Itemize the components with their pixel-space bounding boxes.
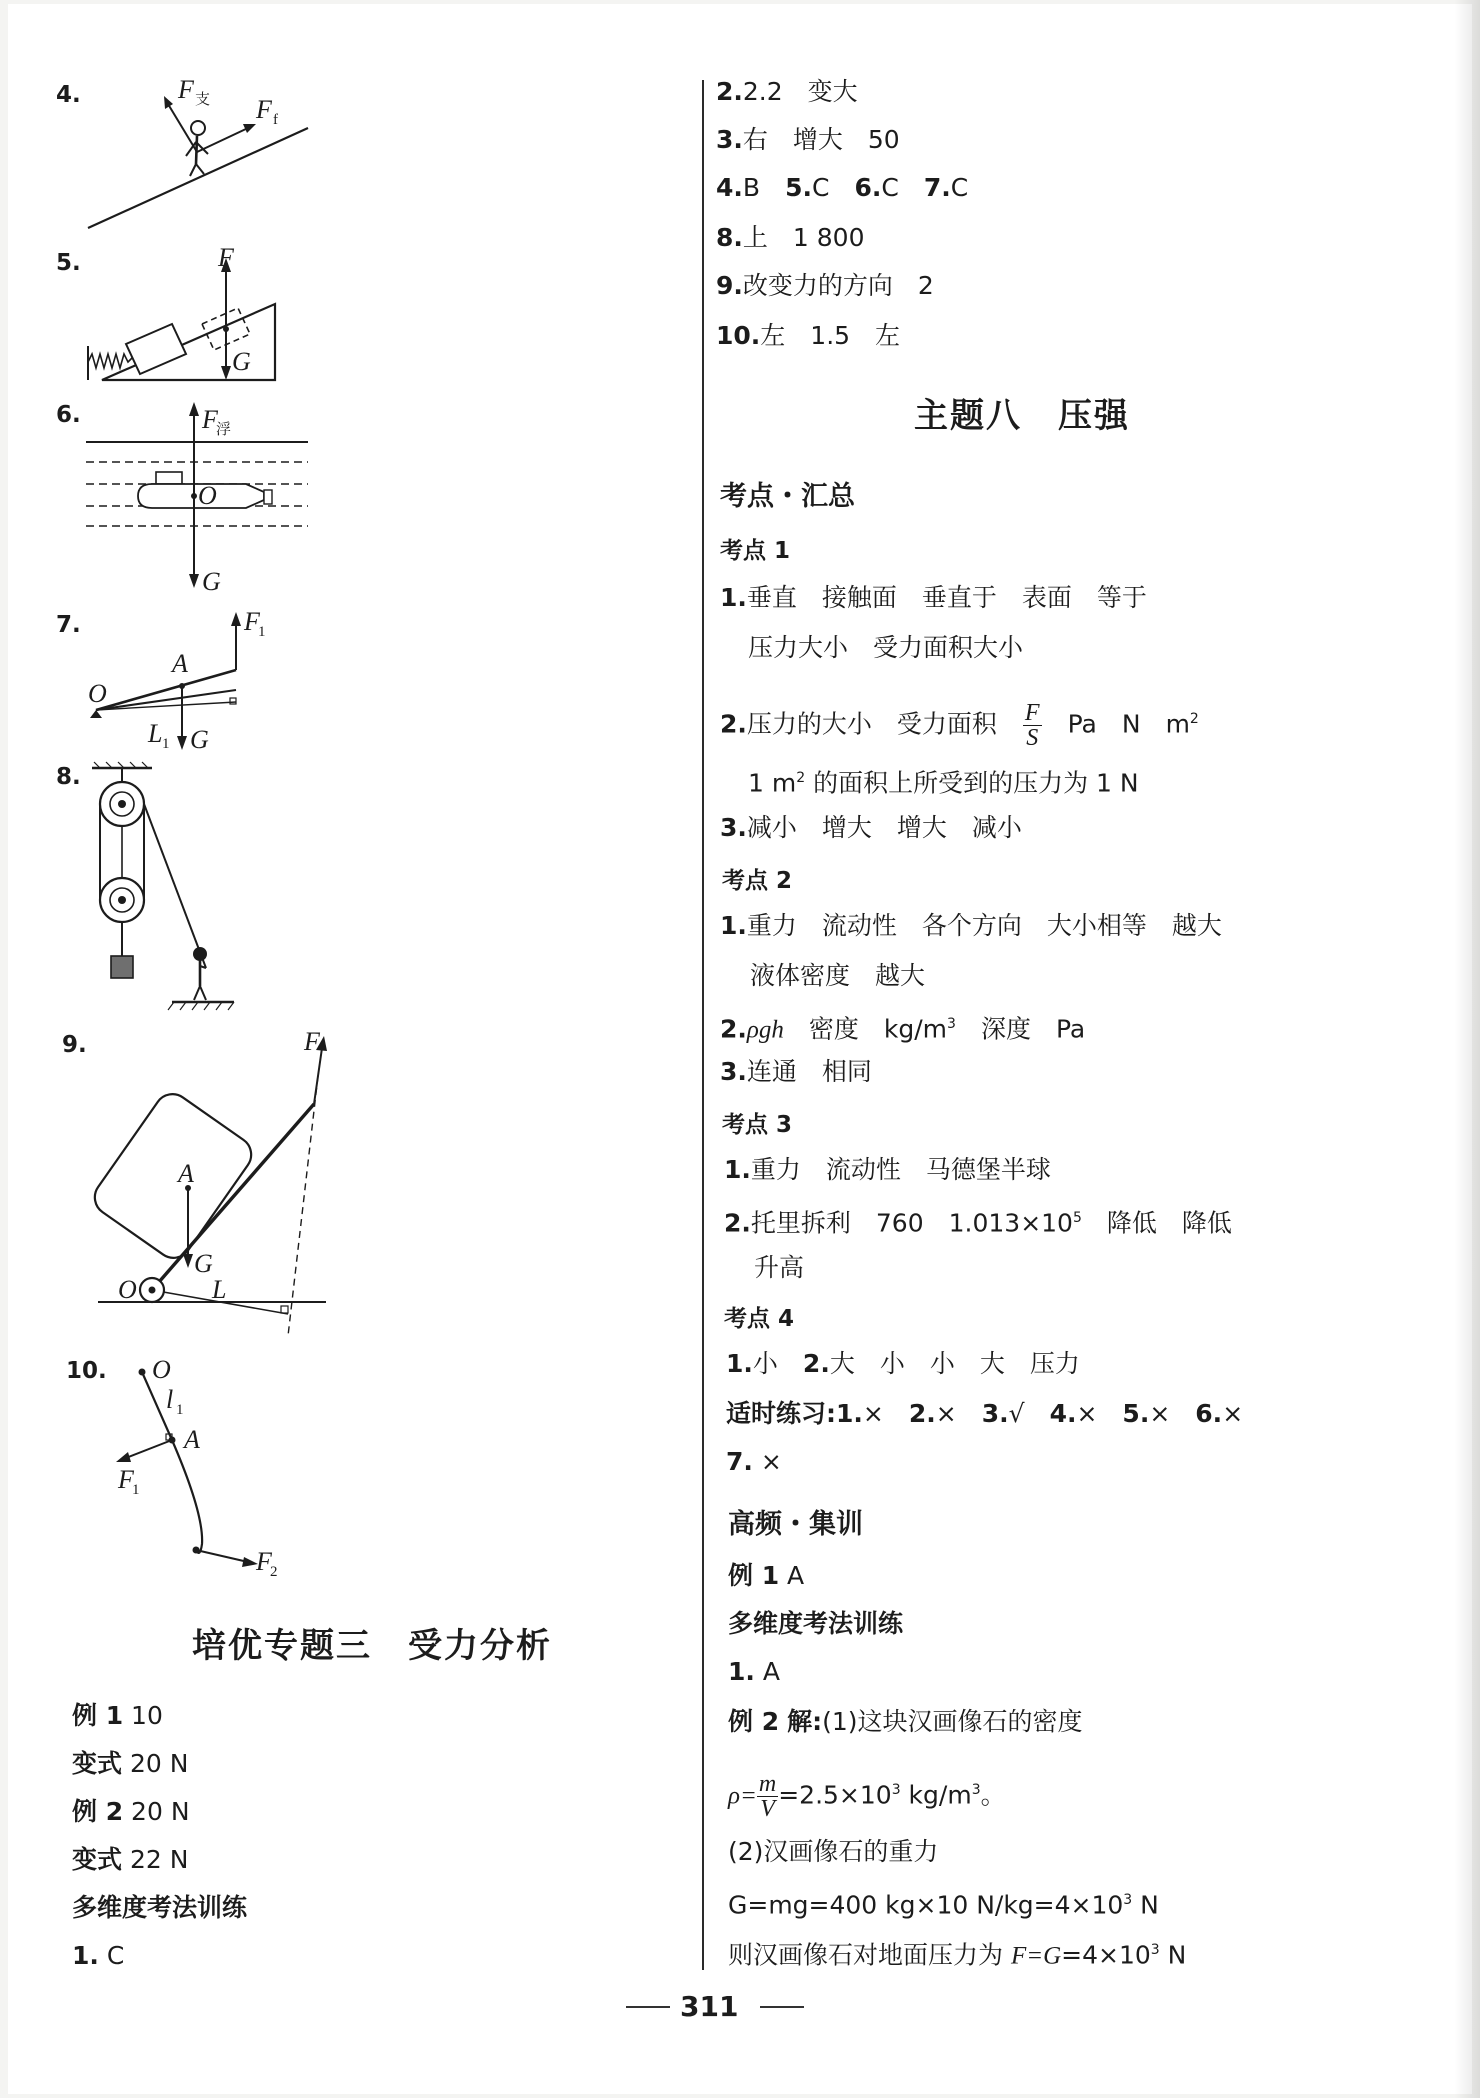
figure-10-bent-lever — [108, 1354, 308, 1584]
example-1: 例 1 A — [728, 1561, 805, 1590]
left-answer-line-2: 变式 20 N — [72, 1749, 189, 1778]
figure-9-number: 9. — [62, 1032, 87, 1058]
kd2-item-1a: 1.重力 流动性 各个方向 大小相等 越大 — [720, 911, 1222, 940]
theme-title: 主题八 压强 — [914, 396, 1130, 436]
page-number-dash-right — [760, 2006, 804, 2008]
density-fraction: $\frac{m}{V}$ — [758, 1770, 777, 1822]
right-answer-10: 10.左 1.5 左 — [716, 321, 901, 350]
left-answer-line-6: 1. C — [72, 1941, 125, 1970]
figure-6-submarine — [86, 400, 316, 595]
kd-summary-heading: 考点・汇总 — [720, 481, 855, 512]
svg-text:F: F — [256, 95, 272, 124]
practice-line: 适时练习:1.× 2.× 3.√ 4.× 5.× 6.× — [726, 1399, 1244, 1428]
kd4-heading: 考点 4 — [724, 1306, 795, 1332]
svg-text:G: G — [232, 347, 251, 376]
svg-text:F: F — [202, 405, 218, 434]
svg-text:支: 支 — [195, 92, 211, 108]
svg-text:A: A — [172, 649, 188, 678]
svg-text:O: O — [88, 679, 107, 708]
gravity-equation: G=mg=400 kg×10 $N/kg=4\times 10^3$ N — [728, 1890, 1159, 1920]
svg-text:A: A — [184, 1425, 200, 1454]
kd1-item-2a: 2.压力的大小 受力面积 $\frac{F}{S}$ Pa N $m^2$ — [720, 699, 1199, 751]
left-answer-line-1: 例 1 10 — [72, 1701, 163, 1730]
right-answer-3: 3.右 增大 50 — [716, 125, 900, 154]
figure-10-number: 10. — [66, 1358, 107, 1384]
left-answer-line-3: 例 2 20 N — [72, 1797, 190, 1826]
figure-4-incline-person — [80, 76, 310, 236]
svg-text:浮: 浮 — [216, 422, 232, 438]
kd3-item-2a: 2.托里拆利 760 $1.013\times 10^5$ 降低 降低 — [724, 1208, 1232, 1238]
svg-text:L: L — [212, 1275, 227, 1304]
figure-8-pulley-system — [82, 760, 252, 1015]
left-answer-line-4: 变式 22 N — [72, 1845, 189, 1874]
figure-8-number: 8. — [56, 764, 81, 790]
svg-text:2: 2 — [270, 1564, 278, 1580]
multi-heading: 多维度考法训练 — [728, 1609, 904, 1638]
kd1-item-1a: 1.垂直 接触面 垂直于 表面 等于 — [720, 583, 1147, 612]
figure-5-number: 5. — [56, 250, 81, 276]
right-answer-2: 2.2.2 变大 — [716, 77, 858, 106]
pressure-formula-fraction: $\frac{F}{S}$ — [1024, 699, 1040, 751]
svg-text:G: G — [190, 725, 209, 754]
svg-text:1: 1 — [132, 1482, 140, 1498]
svg-text:O: O — [118, 1275, 137, 1304]
figure-4-number: 4. — [56, 82, 81, 108]
kd1-heading: 考点 1 — [720, 538, 791, 564]
right-answer-9: 9.改变力的方向 2 — [716, 271, 934, 300]
kd2-item-3: 3.连通 相同 — [720, 1057, 872, 1086]
kd3-item-2b: 升高 — [754, 1253, 805, 1282]
kd3-item-1: 1.重力 流动性 马德堡半球 — [724, 1155, 1051, 1184]
svg-text:F: F — [304, 1027, 320, 1056]
pressure-force-line: 则汉画像石对地面压力为 $F=G=4\times 10^3$ N — [728, 1940, 1187, 1970]
kd1-item-3: 3.减小 增大 增大 减小 — [720, 813, 1022, 842]
gravity-heading: (2)汉画像石的重力 — [728, 1837, 939, 1866]
figure-7-lever — [86, 606, 266, 756]
svg-text:A: A — [178, 1159, 194, 1188]
svg-text:L: L — [148, 719, 163, 748]
figure-5-incline-block — [80, 243, 300, 386]
figure-7-number: 7. — [56, 612, 81, 638]
page-number-dash-left — [626, 2006, 670, 2008]
svg-text:O: O — [198, 481, 217, 510]
kd1-item-2b: 1 $m^2$ 的面积上所受到的压力为 1 N — [748, 768, 1139, 798]
svg-text:G: G — [194, 1249, 213, 1278]
kd4-items: 1.小 2.大 小 小 大 压力 — [726, 1349, 1080, 1378]
kd2-item-2: 2.ρgh 密度 $kg/m^3$ 深度 Pa — [720, 1014, 1086, 1044]
right-answer-8: 8.上 1 800 — [716, 223, 865, 252]
svg-text:F: F — [118, 1465, 134, 1494]
multi-answer-1: 1. A — [728, 1657, 780, 1686]
figure-6-number: 6. — [56, 402, 81, 428]
kd1-item-1b: 压力大小 受力面积大小 — [748, 633, 1024, 662]
left-answer-line-5: 多维度考法训练 — [72, 1893, 248, 1922]
svg-text:F: F — [178, 75, 194, 104]
page-edge-shadow — [1454, 0, 1480, 2098]
svg-text:l: l — [166, 1385, 174, 1414]
right-answer-4-7: 4.B 5.C 6.C 7.C — [716, 173, 969, 202]
example-2: 例 2 解:(1)这块汉画像石的密度 — [728, 1707, 1083, 1736]
kd2-item-1b: 液体密度 越大 — [750, 961, 926, 990]
kd3-heading: 考点 3 — [722, 1112, 793, 1138]
svg-text:f: f — [273, 112, 278, 128]
svg-text:1: 1 — [162, 736, 170, 752]
svg-text:1: 1 — [258, 624, 266, 640]
left-section-title: 培优专题三 受力分析 — [192, 1626, 552, 1666]
svg-text:G: G — [202, 567, 221, 596]
practice-line-7: 7. × — [726, 1447, 782, 1476]
figure-9-cart-lever — [98, 1026, 338, 1346]
svg-text:1: 1 — [176, 1402, 184, 1418]
svg-text:F: F — [244, 607, 260, 636]
page-number: 311 — [680, 1990, 739, 2023]
svg-text:O: O — [152, 1355, 171, 1384]
svg-text:F: F — [218, 243, 234, 272]
kd2-heading: 考点 2 — [722, 868, 793, 894]
density-equation: ρ= $\frac{m}{V}$ $=2.5\times 10^3$ $kg/m^3$。 — [728, 1770, 1006, 1822]
gp-heading: 高频・集训 — [728, 1509, 863, 1540]
svg-text:F: F — [256, 1547, 272, 1576]
column-divider — [702, 80, 704, 1970]
